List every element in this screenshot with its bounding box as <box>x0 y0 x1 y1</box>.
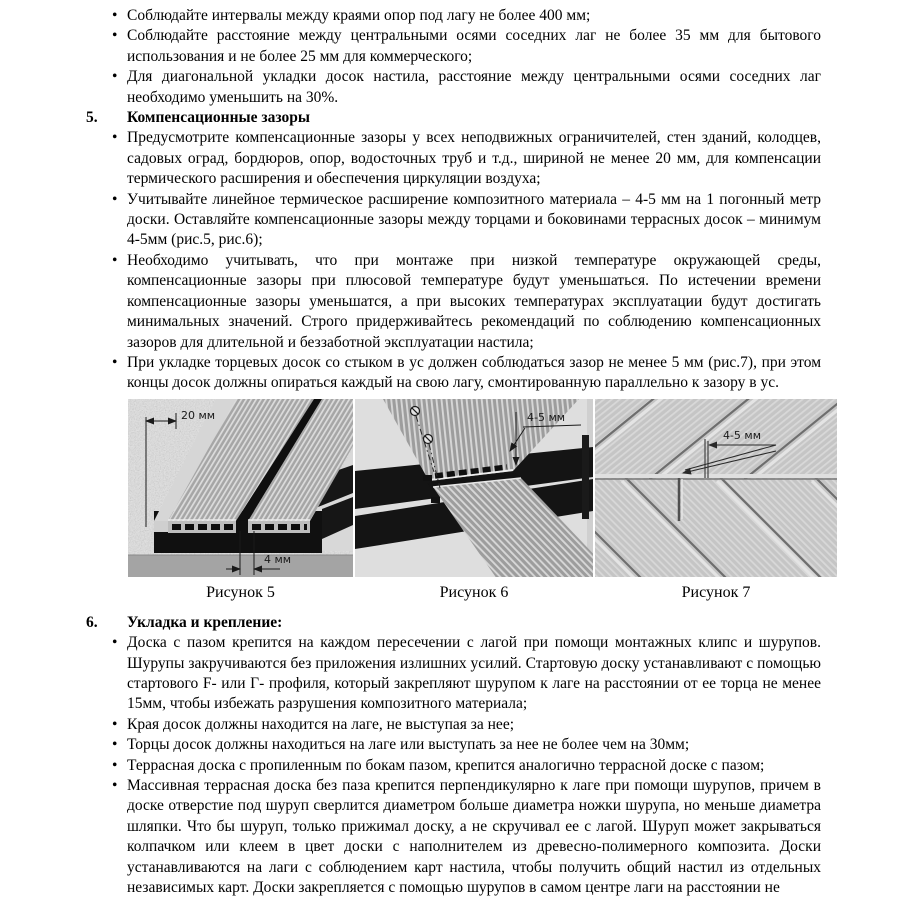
bullet-text: Массивная террасная доска без паза крепится перпендикулярно к лаге при помощи шурупов, причем в доске отверстие под шуруп сверлится диаметром больше диаметра ножки шурупа, но меньше диаметра шляпки. Что бы шуруп, только прижимал доску, а не скручивал ее с лагой. Шуруп может закрываться колпачком или клеем в цвет доски с наполнителем из древесно-полимерного композита. Доски устанавливаются на лаги с соблюдением карт настила, чтобы получить общий настил из отдельных независимых карт. Доски закрепляется с помощью шурупов в самом центре лаги на расстоянии не <box>127 776 821 896</box>
list-item <box>86 67 821 108</box>
list-item <box>86 353 821 394</box>
dimension-label: 4-5 мм <box>527 410 566 424</box>
figure-5-image <box>128 399 353 577</box>
section-number: 6. <box>86 613 98 631</box>
section-title: Укладка и крепление: <box>127 613 283 631</box>
text-column <box>86 6 821 898</box>
bullet-marker: • <box>112 353 118 371</box>
bullet-text: Учитывайте линейное термическое расширение композитного материала – 4-5 мм на 1 погонный метр доски. Оставляйте компенсационные зазоры между торцами и боковинами террасных досок – минимум 4-5мм (рис.5, рис.6); <box>127 190 821 249</box>
bullet-marker: • <box>112 68 118 86</box>
bullet-marker: • <box>112 776 118 794</box>
bullet-text: Доска с пазом крепится на каждом пересечении с лагой при помощи монтажных клипс и шурупов. Шурупы закручиваются без приложения излишних усилий. Стартовую доску устанавливают с помощью стартового F- или Г- профиля, который закрепляют шурупом к лаге на расстоянии от ее торца не менее 15мм, чтобы избежать разрушения композитного материала; <box>127 634 821 713</box>
figure-6 <box>355 399 593 603</box>
figure-7 <box>595 399 837 603</box>
figure-caption: Рисунок 6 <box>439 583 509 601</box>
list-item <box>86 776 821 898</box>
bullet-marker: • <box>112 251 118 269</box>
list-item <box>86 756 821 776</box>
bullet-text: При укладке торцевых досок со стыком в ус должен соблюдаться зазор не менее 5 мм (рис.7), при этом концы досок должны опираться каждый на свою лагу, смонтированную параллельно к зазору в ус. <box>127 353 821 392</box>
bullet-marker: • <box>112 634 118 652</box>
list-item <box>86 715 821 735</box>
bullet-text: Предусмотрите компенсационные зазоры у всех неподвижных ограничителей, стен зданий, колодцев, садовых оград, бордюров, опор, водосточных труб и т.д., шириной не менее 20 мм, для компенсации термического расширения и обеспечения циркуляции воздуха; <box>127 129 821 188</box>
list-item <box>86 190 821 251</box>
bullet-marker: • <box>112 715 118 733</box>
figure-caption: Рисунок 7 <box>681 583 751 601</box>
list-item <box>86 6 821 26</box>
bullet-text: Торцы досок должны находиться на лаге или выступать за нее не более чем на 30мм; <box>127 736 690 754</box>
list-item <box>86 128 821 189</box>
list-item <box>86 633 821 715</box>
figure-caption: Рисунок 5 <box>206 583 275 601</box>
dimension-label: 4-5 мм <box>722 428 762 442</box>
section-title: Компенсационные зазоры <box>127 109 310 127</box>
list-item <box>86 26 821 67</box>
bullet-text: Террасная доска с пропиленным по бокам пазом, крепится аналогично террасной доске с пазом; <box>127 756 765 774</box>
screw-icon <box>424 434 433 443</box>
figure-row <box>128 399 821 603</box>
section-number: 5. <box>86 109 98 127</box>
bullet-text: Соблюдайте интервалы между краями опор под лагу не более 400 мм; <box>127 7 591 24</box>
screw-icon <box>411 406 420 415</box>
bullet-marker: • <box>112 756 118 774</box>
bullet-marker: • <box>112 129 118 147</box>
bullet-text: Соблюдайте расстояние между центральными осями соседних лаг не более 35 мм для бытового использования и не более 25 мм для коммерческого; <box>127 27 821 65</box>
dimension-label: 20 мм <box>181 408 216 422</box>
list-item <box>86 251 821 353</box>
figure-6-image <box>355 399 593 577</box>
dimension-label: 4 мм <box>264 552 292 566</box>
bullet-text: Края досок должны находится на лаге, не выступая за нее; <box>127 715 515 733</box>
bullet-marker: • <box>112 7 118 24</box>
bullet-marker: • <box>112 736 118 754</box>
section6-heading <box>86 613 821 633</box>
bullet-marker: • <box>112 190 118 208</box>
figure-5 <box>128 399 353 603</box>
figure-7-image <box>595 399 837 577</box>
list-item <box>86 735 821 755</box>
bullet-marker: • <box>112 27 118 45</box>
bullet-text: Необходимо учитывать, что при монтаже при низкой температуре окружающей среды, компенсационные зазоры при плюсовой температуре будут уменьшаться. По истечении времени компенсационные зазоры уменьшатся, а при высоких температурах эксплуатации будут достигать минимальных значений. Строго придерживайтесь рекомендаций по соблюдению компенсационных зазоров для длительной и беззаботной эксплуатации настила; <box>127 251 821 351</box>
section5-heading <box>86 108 821 128</box>
bullet-text: Для диагональной укладки досок настила, расстояние между центральными осями соседних лаг необходимо уменьшить на 30%. <box>127 68 821 106</box>
